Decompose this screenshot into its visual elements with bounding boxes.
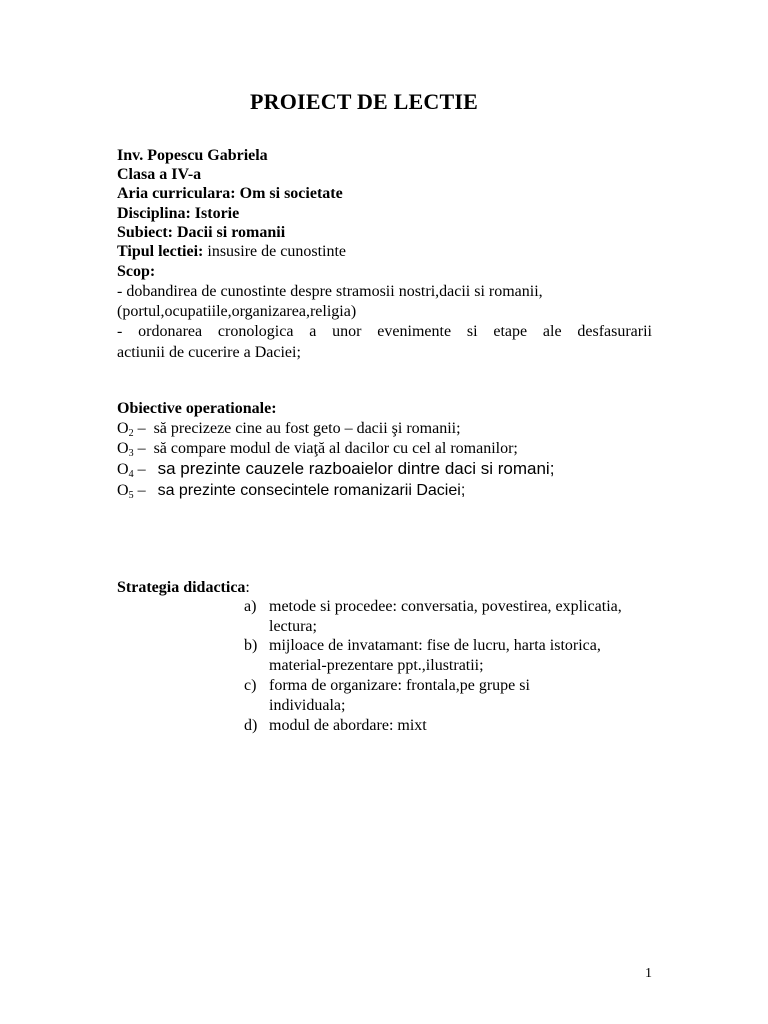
objective-index: 5 — [128, 490, 134, 501]
scope-line-3b: actiunii de cucerire a Daciei; — [117, 344, 301, 361]
objective-label: O — [117, 461, 129, 478]
strategy-heading — [117, 578, 250, 597]
strategy-item-text: modul de abordare: mixt — [269, 717, 427, 734]
strategy-item-marker: b) — [244, 637, 258, 654]
subject: Subiect: Dacii si romanii — [117, 224, 286, 241]
class-info: Clasa a IV-a — [117, 166, 202, 183]
objective-separator: – — [133, 440, 154, 457]
page-number: 1 — [645, 966, 652, 981]
objective-separator: – — [133, 482, 158, 499]
discipline: Disciplina: Istorie — [117, 205, 240, 222]
strategy-heading-label: Strategia didactica — [117, 579, 246, 596]
objective-index: 4 — [128, 469, 134, 480]
objective-text: să precizeze cine au fost geto – dacii şi romanii; — [153, 420, 461, 437]
teacher-name: Inv. Popescu Gabriela — [117, 147, 268, 164]
curricular-area: Aria curriculara: Om si societate — [117, 185, 343, 202]
strategy-item-marker: a) — [244, 598, 257, 615]
strategy-heading-colon: : — [245, 579, 250, 596]
objective-item — [117, 481, 465, 505]
objective-text: sa prezinte consecintele romanizarii Daciei; — [157, 482, 466, 499]
lesson-type-value: insusire de cunostinte — [203, 243, 347, 260]
objective-text: sa prezinte cauzele razboaielor dintre daci si romani; — [157, 459, 555, 478]
scope-line-3a: - ordonarea cronologica a unor evenimente si etape ale desfasurarii — [117, 323, 652, 340]
objective-label: O — [117, 420, 129, 437]
strategy-item-marker: d) — [244, 717, 258, 734]
strategy-item-marker: c) — [244, 677, 257, 694]
lesson-type-label: Tipul lectiei: — [117, 243, 204, 260]
objective-text: să compare modul de viaţă al dacilor cu cel al romanilor; — [153, 440, 518, 457]
objective-index: 2 — [128, 428, 134, 439]
objectives-heading: Obiective operationale: — [117, 400, 277, 417]
strategy-item-text: metode si procedee: conversatia, povestirea, explicatia, lectura; — [269, 598, 622, 635]
document-title: PROIECT DE LECTIE — [250, 89, 478, 114]
objective-label: O — [117, 482, 129, 499]
objective-label: O — [117, 440, 129, 457]
strategy-item-text: mijloace de invatamant: fise de lucru, harta istorica, material-prezentare ppt.,ilustratii; — [269, 637, 601, 674]
scope-heading: Scop: — [117, 263, 156, 280]
strategy-item-text: forma de organizare: frontala,pe grupe si individuala; — [269, 677, 530, 714]
objective-index: 3 — [128, 448, 134, 459]
objective-separator: – — [133, 420, 154, 437]
scope-line-1: - dobandirea de cunostinte despre stramosii nostri,dacii si romanii, — [117, 283, 543, 300]
objective-separator: – — [133, 461, 158, 478]
scope-line-2: (portul,ocupatiile,organizarea,religia) — [117, 303, 357, 320]
lesson-type — [117, 242, 346, 261]
